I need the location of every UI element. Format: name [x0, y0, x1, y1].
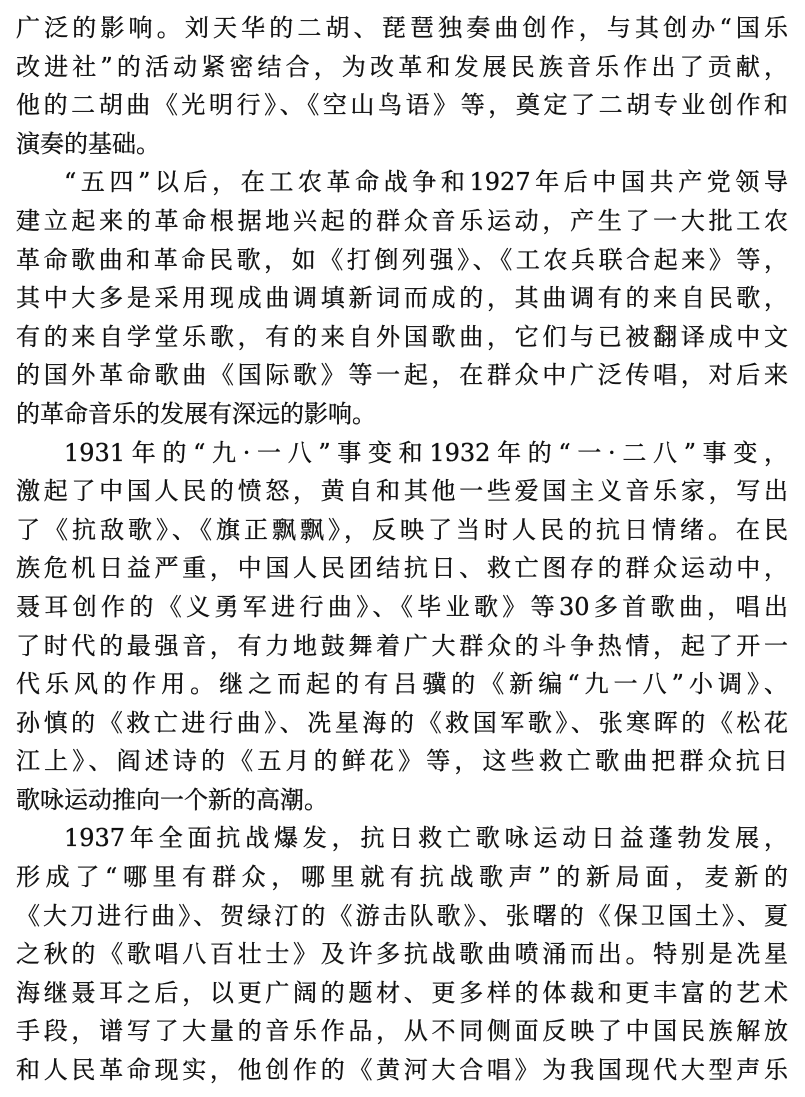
text-line: 代乐风的作用。继之而起的有吕骥的《新编“九一八”小调》、: [16, 670, 788, 699]
text-line: 建立起来的革命根据地兴起的群众音乐运动，产生了一大批工农: [16, 206, 788, 235]
text-line: 了时代的最强音，有力地鼓舞着广大群众的斗争热情，起了开一: [16, 631, 788, 660]
text-line: 歌咏运动推向一个新的高潮。: [16, 785, 328, 814]
paragraph-first-line: 1931年的“九·一八”事变和1932年的“一·二八”事变，: [64, 438, 788, 467]
text-line: 《大刀进行曲》、贺绿汀的《游击队歌》、张曙的《保卫国土》、夏: [16, 901, 788, 930]
text-line: 广泛的影响。刘天华的二胡、琵琶独奏曲创作，与其创办“国乐: [16, 14, 788, 42]
text-line: 的革命音乐的发展有深远的影响。: [16, 399, 376, 428]
text-line: 其中大多是采用现成曲调填新词而成的，其曲调有的来自民歌，: [16, 284, 788, 313]
text-line: 有的来自学堂乐歌，有的来自外国歌曲，它们与已被翻译成中文: [16, 322, 788, 351]
paragraph-first-line: “五四”以后，在工农革命战争和1927年后中国共产党领导: [64, 168, 788, 197]
text-line: 海继聂耳之后，以更广阔的题材、更多样的体裁和更丰富的艺术: [16, 978, 788, 1007]
text-line: 他的二胡曲《光明行》、《空山鸟语》等，奠定了二胡专业创作和: [16, 91, 788, 120]
text-line: 和人民革命现实，他创作的《黄河大合唱》为我国现代大型声乐: [16, 1056, 788, 1085]
text-line: 演奏的基础。: [16, 129, 160, 158]
document-page: [16, 0, 788, 1097]
text-line: 形成了“哪里有群众，哪里就有抗战歌声”的新局面，麦新的: [16, 863, 788, 892]
text-line: 的国外革命歌曲《国际歌》等一起，在群众中广泛传唱，对后来: [16, 361, 788, 390]
text-line: 激起了中国人民的愤怒，黄自和其他一些爱国主义音乐家，写出: [16, 477, 788, 506]
paragraph-first-line: 1937年全面抗战爆发，抗日救亡歌咏运动日益蓬勃发展，: [64, 824, 788, 853]
text-line: 之秋的《歌唱八百壮士》及许多抗战歌曲喷涌而出。特别是冼星: [16, 940, 788, 969]
text-line: 江上》、阎述诗的《五月的鲜花》等，这些救亡歌曲把群众抗日: [16, 747, 788, 776]
text-line: 聂耳创作的《义勇军进行曲》、《毕业歌》等30多首歌曲，唱出: [16, 592, 788, 621]
text-line: 孙慎的《救亡进行曲》、冼星海的《救国军歌》、张寒晖的《松花: [16, 708, 788, 737]
text-line: 族危机日益严重，中国人民团结抗日、救亡图存的群众运动中，: [16, 554, 788, 583]
text-line: 手段，谱写了大量的音乐作品，从不同侧面反映了中国民族解放: [16, 1017, 788, 1046]
text-line: 了《抗敌歌》、《旗正飘飘》，反映了当时人民的抗日情绪。在民: [16, 515, 788, 544]
text-line: 改进社”的活动紧密结合，为改革和发展民族音乐作出了贡献，: [16, 52, 788, 81]
text-line: 革命歌曲和革命民歌，如《打倒列强》、《工农兵联合起来》等，: [16, 245, 788, 274]
